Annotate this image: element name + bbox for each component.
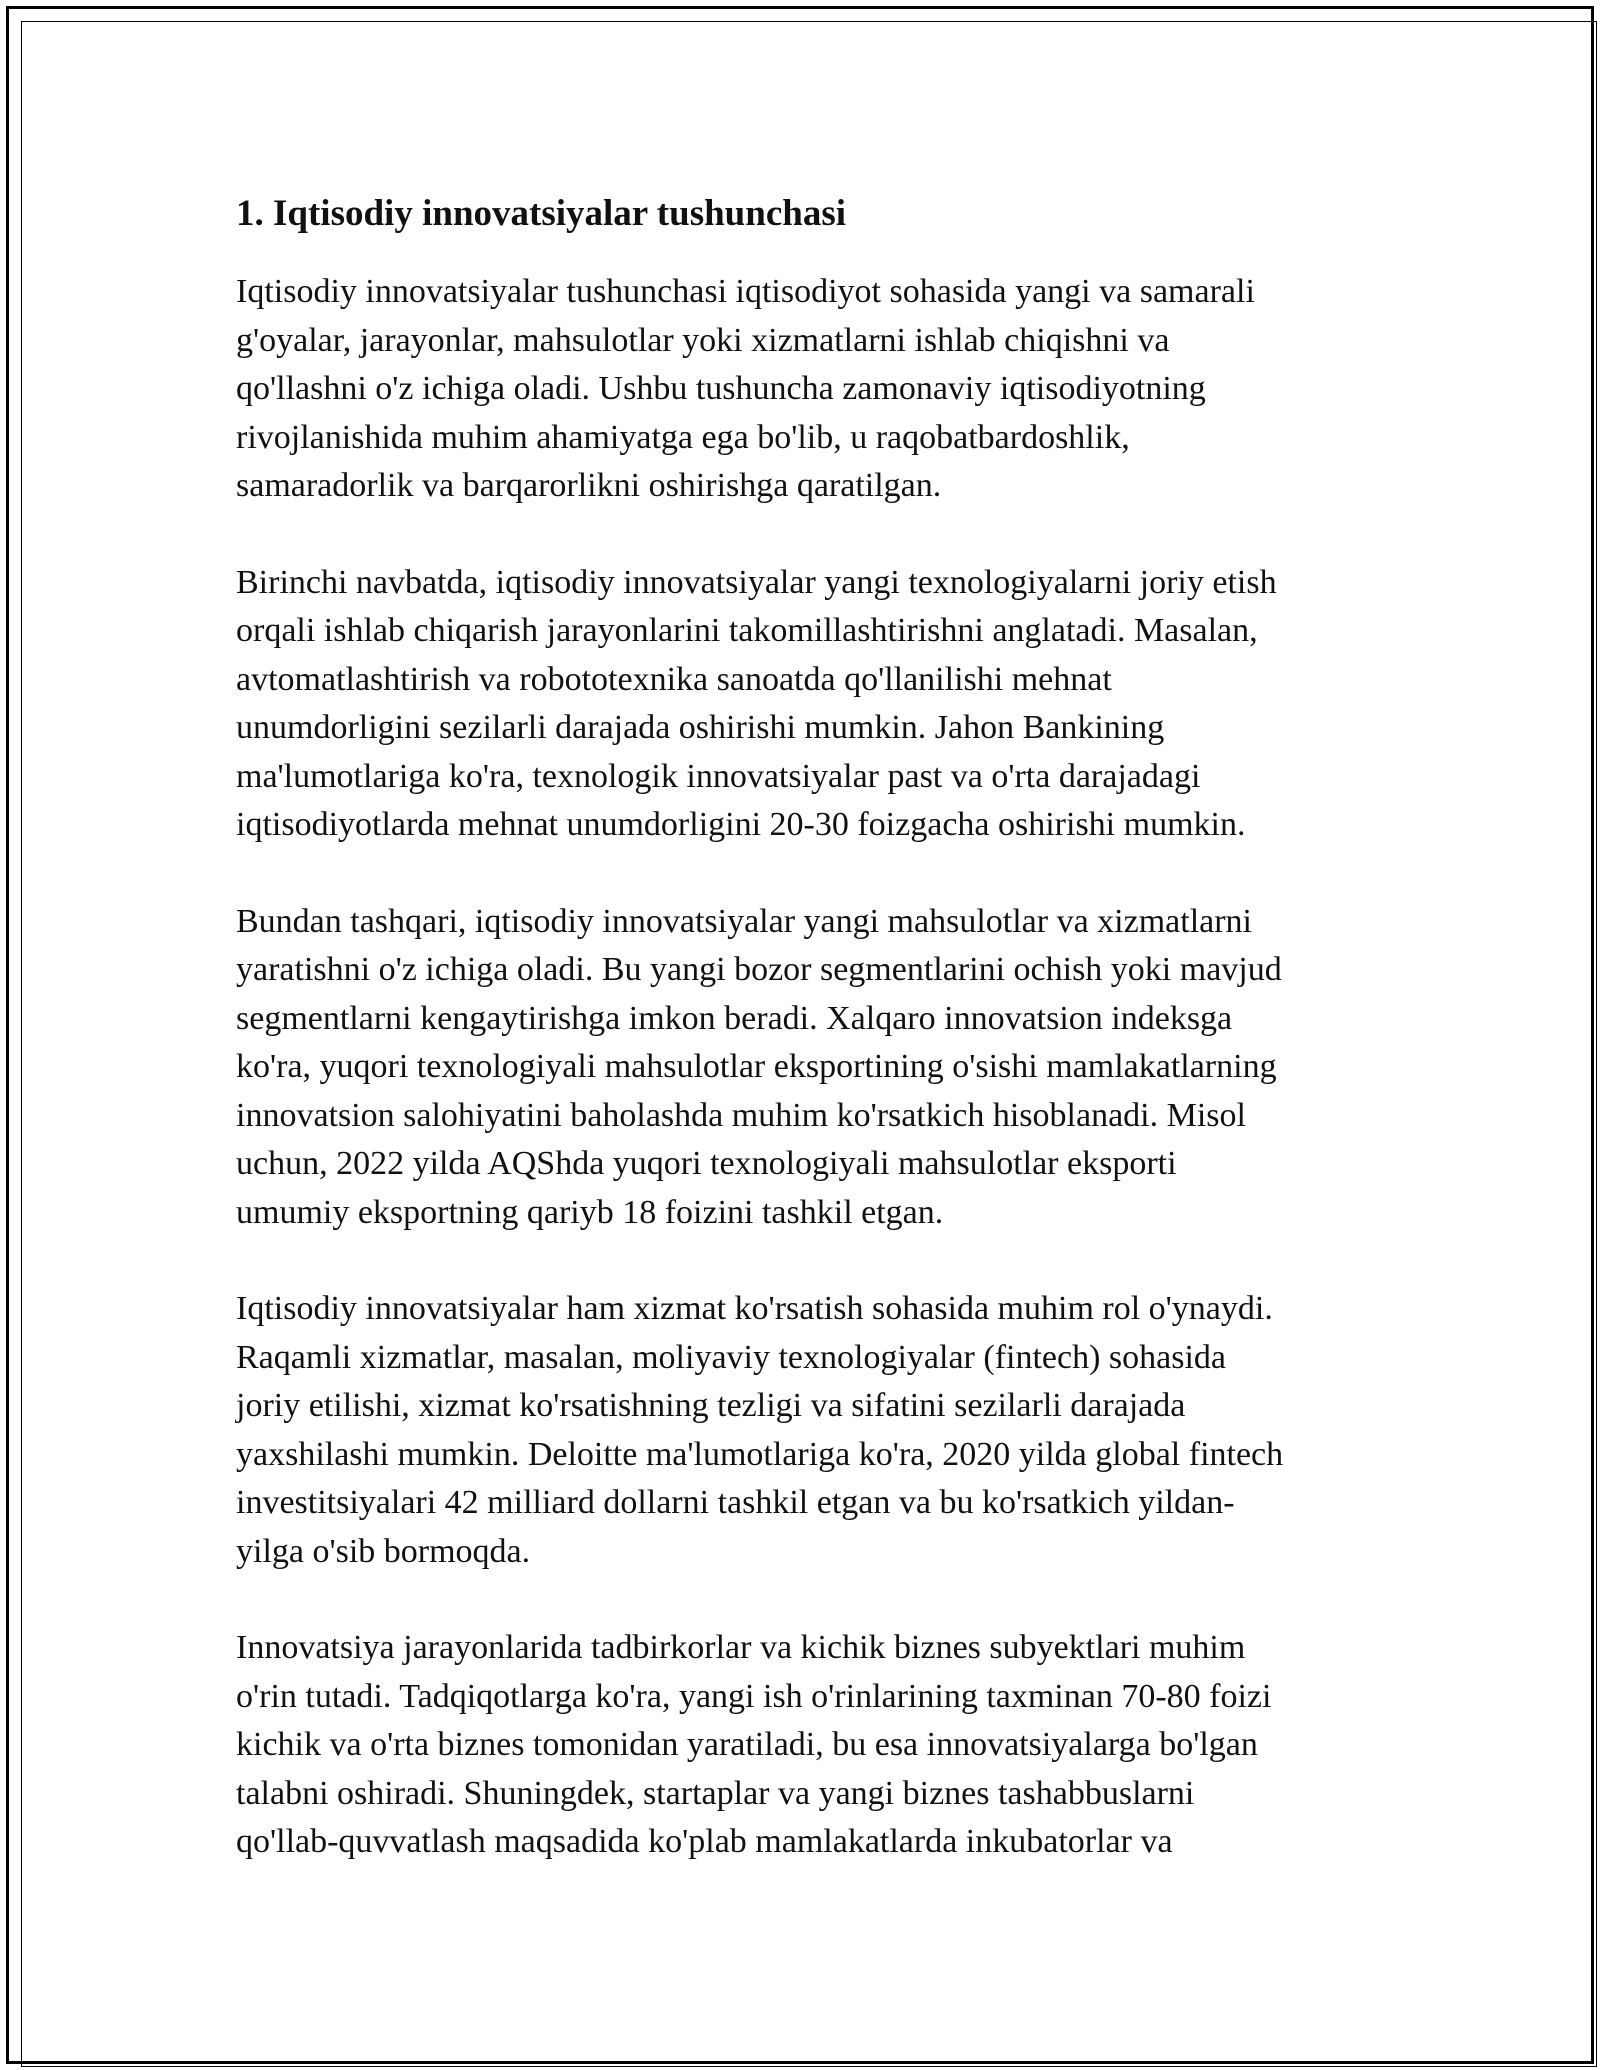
text-line: yilga o'sib bormoqda. <box>236 1532 531 1570</box>
text-line: ma'lumotlariga ko'ra, texnologik innovatsiyalar past va o'rta darajadagi <box>236 757 1201 795</box>
text-line: yaratishni o'z ichiga oladi. Bu yangi bozor segmentlarini ochish yoki mavjud <box>236 951 1282 988</box>
text-line: avtomatlashtirish va robototexnika sanoatda qo'llanilishi mehnat <box>236 660 1112 698</box>
text-line: Iqtisodiy innovatsiyalar ham xizmat ko'rsatish sohasida muhim rol o'ynaydi. <box>236 1290 1273 1327</box>
paragraph-2 <box>236 559 1376 850</box>
text-line: orqali ishlab chiqarish jarayonlarini takomillashtirishni anglatadi. Masalan, <box>236 612 1258 649</box>
text-line: uchun, 2022 yilda AQShda yuqori texnologiyali mahsulotlar eksporti <box>236 1145 1177 1182</box>
text-line: yaxshilashi mumkin. Deloitte ma'lumotlariga ko'ra, 2020 yilda global fintech <box>236 1435 1284 1473</box>
text-line: segmentlarni kengaytirishga imkon beradi. Xalqaro innovatsion indeksga <box>236 999 1233 1037</box>
text-line: investitsiyalari 42 milliard dollarni tashkil etgan va bu ko'rsatkich yildan- <box>236 1484 1235 1521</box>
text-line: ko'ra, yuqori texnologiyali mahsulotlar eksportining o'sishi mamlakatlarning <box>236 1048 1277 1085</box>
text-line: kichik va o'rta biznes tomonidan yaratiladi, bu esa innovatsiyalarga bo'lgan <box>236 1726 1258 1763</box>
section-heading: 1. Iqtisodiy innovatsiyalar tushunchasi <box>236 193 847 234</box>
text-line: Birinchi navbatda, iqtisodiy innovatsiyalar yangi texnologiyalarni joriy etish <box>236 563 1277 601</box>
text-line: Raqamli xizmatlar, masalan, moliyaviy texnologiyalar (fintech) sohasida <box>236 1338 1227 1376</box>
text-line: qo'llab-quvvatlash maqsadida ko'plab mamlakatlarda inkubatorlar va <box>236 1823 1173 1860</box>
text-line: Iqtisodiy innovatsiyalar tushunchasi iqtisodiyot sohasida yangi va samarali <box>236 273 1255 310</box>
text-line: qo'llashni o'z ichiga oladi. Ushbu tushuncha zamonaviy iqtisodiyotning <box>236 370 1206 407</box>
document-body <box>236 188 1376 1915</box>
text-line: rivojlanishida muhim ahamiyatga ega bo'lib, u raqobatbardoshlik, <box>236 418 1130 456</box>
text-line: talabni oshiradi. Shuningdek, startaplar va yangi biznes tashabbuslarni <box>236 1774 1195 1812</box>
text-line: g'oyalar, jarayonlar, mahsulotlar yoki xizmatlarni ishlab chiqishni va <box>236 321 1170 359</box>
text-line: Bundan tashqari, iqtisodiy innovatsiyalar yangi mahsulotlar va xizmatlarni <box>236 902 1252 940</box>
text-line: innovatsion salohiyatini baholashda muhim ko'rsatkich hisoblanadi. Misol <box>236 1096 1246 1134</box>
paragraph-5 <box>236 1624 1376 1867</box>
paragraph-4 <box>236 1285 1376 1576</box>
text-line: joriy etilishi, xizmat ko'rsatishning tezligi va sifatini sezilarli darajada <box>236 1387 1186 1424</box>
text-line: Innovatsiya jarayonlarida tadbirkorlar va kichik biznes subyektlari muhim <box>236 1629 1246 1666</box>
text-line: samaradorlik va barqarorlikni oshirishga qaratilgan. <box>236 467 942 504</box>
paragraph-1 <box>236 268 1376 511</box>
text-line: iqtisodiyotlarda mehnat unumdorligini 20-30 foizgacha oshirishi mumkin. <box>236 806 1246 843</box>
text-line: o'rin tutadi. Tadqiqotlarga ko'ra, yangi ish o'rinlarining taxminan 70-80 foizi <box>236 1677 1272 1715</box>
paragraph-3 <box>236 898 1376 1238</box>
text-line: umumiy eksportning qariyb 18 foizini tashkil etgan. <box>236 1193 944 1231</box>
text-line: unumdorligini sezilarli darajada oshirishi mumkin. Jahon Bankining <box>236 709 1165 746</box>
